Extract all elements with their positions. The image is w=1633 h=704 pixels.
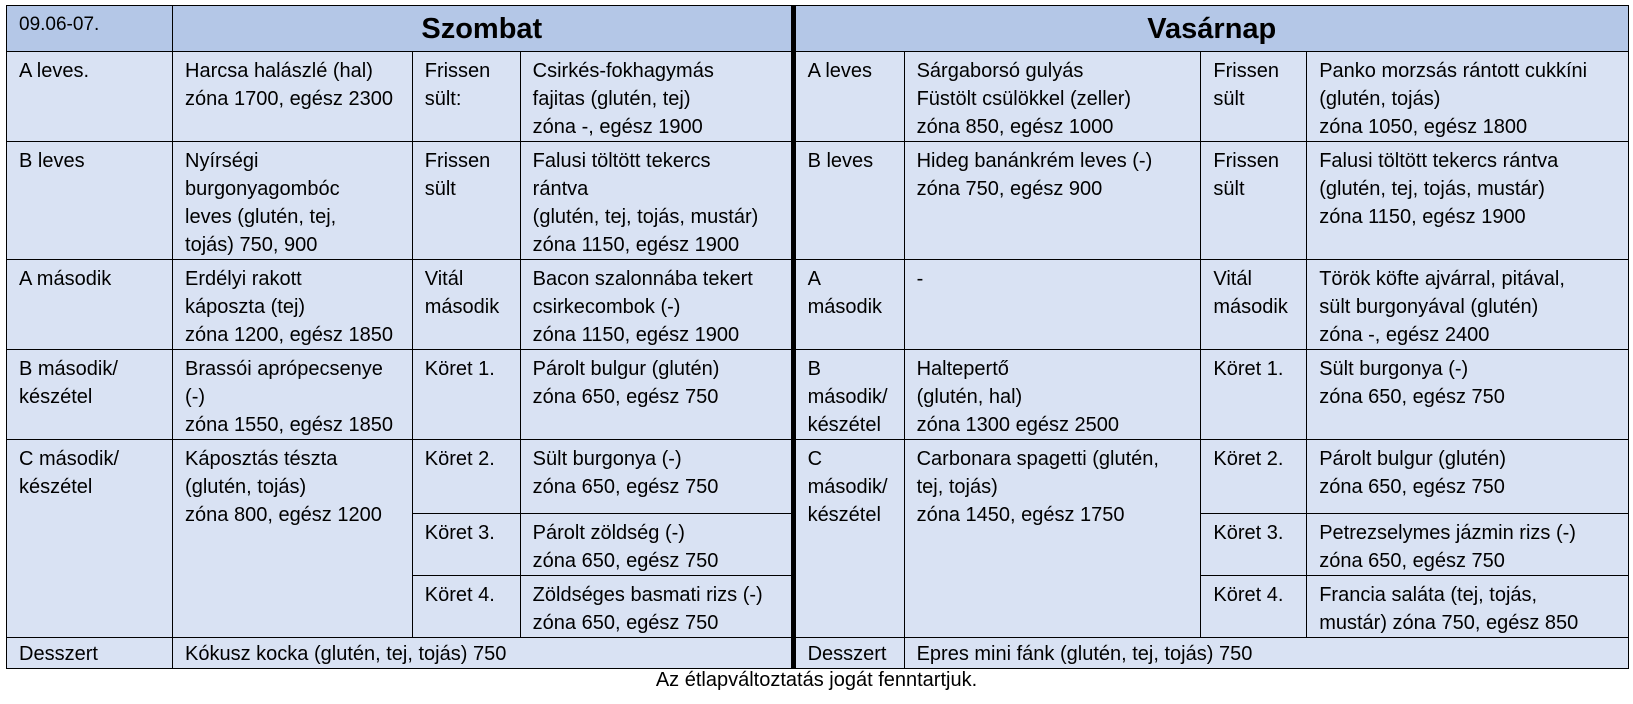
row-label: Desszert bbox=[793, 638, 904, 669]
dish-cell: Sült burgonya (-) zóna 650, egész 750 bbox=[1307, 350, 1629, 440]
dish-cell: - bbox=[904, 260, 1201, 350]
header-row bbox=[7, 6, 1629, 52]
dish-cell: Sárgaborsó gulyás Füstölt csülökkel (zeller) zóna 850, egész 1000 bbox=[904, 52, 1201, 142]
dessert-row bbox=[7, 638, 1629, 669]
menu-row bbox=[7, 440, 1629, 514]
dessert-cell: Epres mini fánk (glutén, tej, tojás) 750 bbox=[904, 638, 1628, 669]
row-label: Köret 1. bbox=[412, 350, 520, 440]
dish-cell: Hideg banánkrém leves (-) zóna 750, egész 900 bbox=[904, 142, 1201, 260]
dish-cell: Bacon szalonnába tekert csirkecombok (-) zóna 1150, egész 1900 bbox=[520, 260, 793, 350]
dish-cell: Párolt bulgur (glutén) zóna 650, egész 750 bbox=[520, 350, 793, 440]
dish-cell: Sült burgonya (-) zóna 650, egész 750 bbox=[520, 440, 793, 514]
row-label: Frissen sült: bbox=[412, 52, 520, 142]
row-label: A leves. bbox=[7, 52, 173, 142]
dish-cell: Erdélyi rakott káposzta (tej) zóna 1200, egész 1850 bbox=[173, 260, 413, 350]
dish-cell: Párolt bulgur (glutén) zóna 650, egész 750 bbox=[1307, 440, 1629, 514]
row-label: Vitál második bbox=[1201, 260, 1307, 350]
row-label: C második/ készétel bbox=[793, 440, 904, 638]
row-label: Desszert bbox=[7, 638, 173, 669]
dish-cell: Káposztás tészta (glutén, tojás) zóna 800, egész 1200 bbox=[173, 440, 413, 638]
dish-cell: Zöldséges basmati rizs (-) zóna 650, egész 750 bbox=[520, 576, 793, 638]
row-label: Köret 4. bbox=[412, 576, 520, 638]
day-title-sunday: Vasárnap bbox=[793, 6, 1628, 52]
dish-cell: Nyírségi burgonyagombóc leves (glutén, tej, tojás) 750, 900 bbox=[173, 142, 413, 260]
menu-row bbox=[7, 52, 1629, 142]
row-label: A leves bbox=[793, 52, 904, 142]
row-label: Frissen sült bbox=[1201, 52, 1307, 142]
menu-row bbox=[7, 260, 1629, 350]
footer-note: Az étlapváltoztatás jogát fenntartjuk. bbox=[655, 669, 978, 691]
row-label: B leves bbox=[793, 142, 904, 260]
row-label: Frissen sült bbox=[1201, 142, 1307, 260]
menu-row bbox=[7, 350, 1629, 440]
dish-cell: Brassói aprópecsenye (-) zóna 1550, egész 1850 bbox=[173, 350, 413, 440]
row-label: B második/ készétel bbox=[793, 350, 904, 440]
row-label: Frissen sült bbox=[412, 142, 520, 260]
dish-cell: Petrezselymes jázmin rizs (-) zóna 650, egész 750 bbox=[1307, 514, 1629, 576]
row-label: Vitál második bbox=[412, 260, 520, 350]
row-label: C második/ készétel bbox=[7, 440, 173, 638]
row-label: B leves bbox=[7, 142, 173, 260]
row-label: A második bbox=[7, 260, 173, 350]
row-label: A második bbox=[793, 260, 904, 350]
dish-cell: Harcsa halászlé (hal) zóna 1700, egész 2300 bbox=[173, 52, 413, 142]
row-label: Köret 2. bbox=[412, 440, 520, 514]
day-title-saturday: Szombat bbox=[173, 6, 794, 52]
row-label: Köret 3. bbox=[412, 514, 520, 576]
menu-row bbox=[7, 142, 1629, 260]
row-label: Köret 3. bbox=[1201, 514, 1307, 576]
dish-cell: Panko morzsás rántott cukkíni (glutén, tojás) zóna 1050, egész 1800 bbox=[1307, 52, 1629, 142]
dessert-cell: Kókusz kocka (glutén, tej, tojás) 750 bbox=[173, 638, 794, 669]
dish-cell: Haltepertő (glutén, hal) zóna 1300 egész 2500 bbox=[904, 350, 1201, 440]
dish-cell: Falusi töltött tekercs rántva (glutén, tej, tojás, mustár) zóna 1150, egész 1900 bbox=[1307, 142, 1629, 260]
dish-cell: Falusi töltött tekercs rántva (glutén, tej, tojás, mustár) zóna 1150, egész 1900 bbox=[520, 142, 793, 260]
row-label: Köret 4. bbox=[1201, 576, 1307, 638]
row-label: B második/ készétel bbox=[7, 350, 173, 440]
row-label: Köret 2. bbox=[1201, 440, 1307, 514]
weekend-menu-table bbox=[6, 5, 1629, 669]
row-label: Köret 1. bbox=[1201, 350, 1307, 440]
dish-cell: Francia saláta (tej, tojás, mustár) zóna 750, egész 850 bbox=[1307, 576, 1629, 638]
dish-cell: Csirkés-fokhagymás fajitas (glutén, tej) zóna -, egész 1900 bbox=[520, 52, 793, 142]
dish-cell: Carbonara spagetti (glutén, tej, tojás) zóna 1450, egész 1750 bbox=[904, 440, 1201, 638]
dish-cell: Párolt zöldség (-) zóna 650, egész 750 bbox=[520, 514, 793, 576]
date-range: 09.06-07. bbox=[7, 6, 173, 52]
dish-cell: Török köfte ajvárral, pitával, sült burgonyával (glutén) zóna -, egész 2400 bbox=[1307, 260, 1629, 350]
